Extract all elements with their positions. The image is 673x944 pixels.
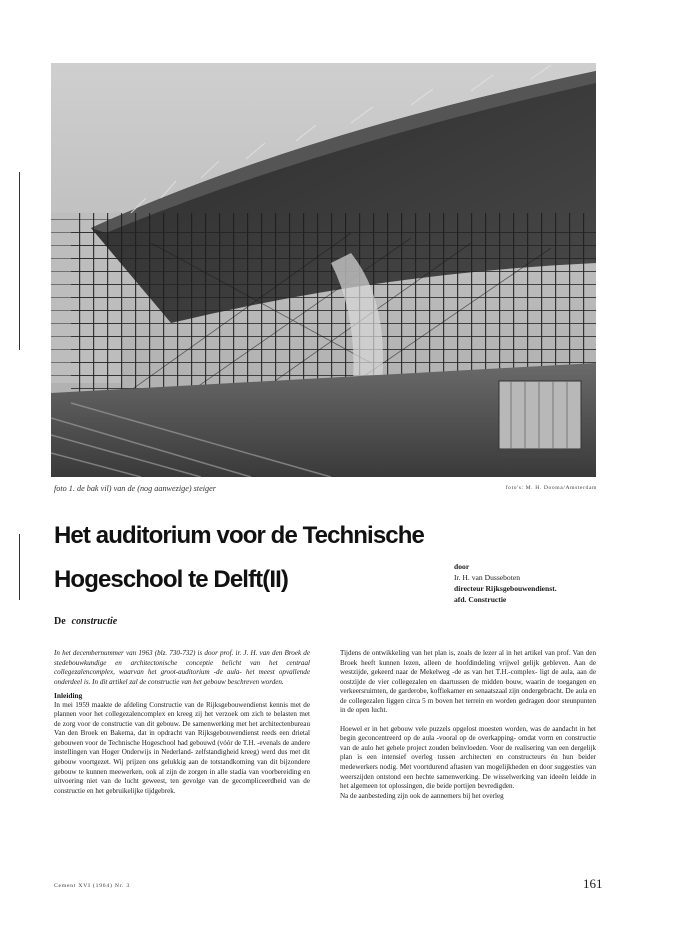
body-paragraph-left: In mei 1959 maakte de afdeling Constructie van de Rijksgebouwendienst kennis met de plannen voor het collegezalencomplex en kreeg zij het verzoek om zich te belasten met de zorg voor de constructie van dit gebouw. De samenwerking met het architectenbureau Van den Broek en Bakema, dat in opdracht van Rijksgebouwendienst reeds een drietal gebouwen voor de Technische Hogeschool had gebouwd (vóór de T.H. -evenals de andere instellingen van Hoger Onderwijs in Nederland- zelfstandigheid kreeg) werd dus met dit gebouw voortgezet. Wij prijzen ons gelukkig aan de totstandkoming van dit bijzondere gebouw te kunnen meewerken, ook al zijn de zorgen in alle stadia van voorbereiding en uitvoering niet van de lucht geweest, ten gevolge van de gecompliceerdheid van de constructie en het gebruikelijke tijdgebrek.: [54, 700, 310, 795]
article-title-line2: Hogeschool te Delft(II): [54, 566, 288, 593]
body-column-left: [54, 649, 310, 796]
journal-reference: Cement XVI (1964) Nr. 3: [54, 883, 131, 889]
intro-paragraph: In het decembernummer van 1963 (blz. 730-732) is door prof. ir. J. H. van den Broek de stedebouwkundige en architectonische conceptie belicht van het centraal collegezalencomplex, waarvan het groot-auditorium -de aula- het meest opvallende onderdeel is. In dit artikel zal de constructie van het gebouw beschreven worden.: [54, 649, 310, 686]
body-paragraph-right-3: Na de aanbesteding zijn ook de aannemers bij het overleg: [340, 791, 504, 800]
margin-rule-lower: [19, 534, 20, 600]
article-subtitle: [54, 616, 117, 627]
byline: [454, 561, 557, 605]
section-heading: Inleiding: [54, 691, 83, 701]
subtitle-main: constructie: [71, 616, 118, 627]
subtitle-prefix: De: [54, 616, 66, 627]
photo-credit: foto's: M. H. Dooma/Amsterdam: [505, 485, 597, 491]
body-paragraph-right-2: Hoewel er in het gebouw vele puzzels opgelost moesten worden, was de aandacht in het begin geconcentreerd op de aula -vooral op de overkapping- omdat vorm en constructie van de aulo het gehele project zouden beïnvloeden. Voor de realisering van een dergelijk plan is een intensief overleg tussen architecten en constructeurs én hun beider medewerkers nodig. Met voortdurend aftasten van mogelijkheden en door suggesties van weerszijden ontstond een hechte samenwerking. De wisselwerking van ideeën leidde in het algemeen tot oplossingen, die beide portijen bevredigden.: [340, 724, 596, 791]
byline-author: Ir. H. van Dusseboten: [454, 573, 521, 582]
body-column-right: [340, 649, 596, 801]
margin-rule-upper: [19, 172, 20, 350]
byline-door: door: [454, 562, 470, 571]
body-paragraph-right-1: Tijdens de ontwikkeling van het plan is, zoals de lezer al in het artikel van prof. Van den Broek heeft kunnen lezen, alleen de hoofdindeling vrijwel gelijk gebleven. Aan de westzijde, gekeerd naar de Mekelweg -de as van het T.H.-complex- ligt de aula, aan de oostzijde de vier collegezalen en daartussen de midden bouw, waarin de toegangen en verkeersruimten, de garderobe, koffiekamer en senaatszaal zijn ondergebracht. De aula en de collegezalen liggen circa 5 m boven het terrein en worden gedragen door steunpunten in de open lucht.: [340, 649, 596, 715]
byline-role: directeur Rijksgebouwendienst.: [454, 584, 557, 593]
construction-photo: [51, 63, 596, 477]
byline-dept: afd. Constructie: [454, 595, 507, 604]
page-number: 161: [583, 876, 603, 891]
article-title-line1: Het auditorium voor de Technische: [54, 522, 424, 549]
photo-caption: foto 1. de bak vil) van de (nog aanwezige) steiger: [54, 484, 216, 493]
